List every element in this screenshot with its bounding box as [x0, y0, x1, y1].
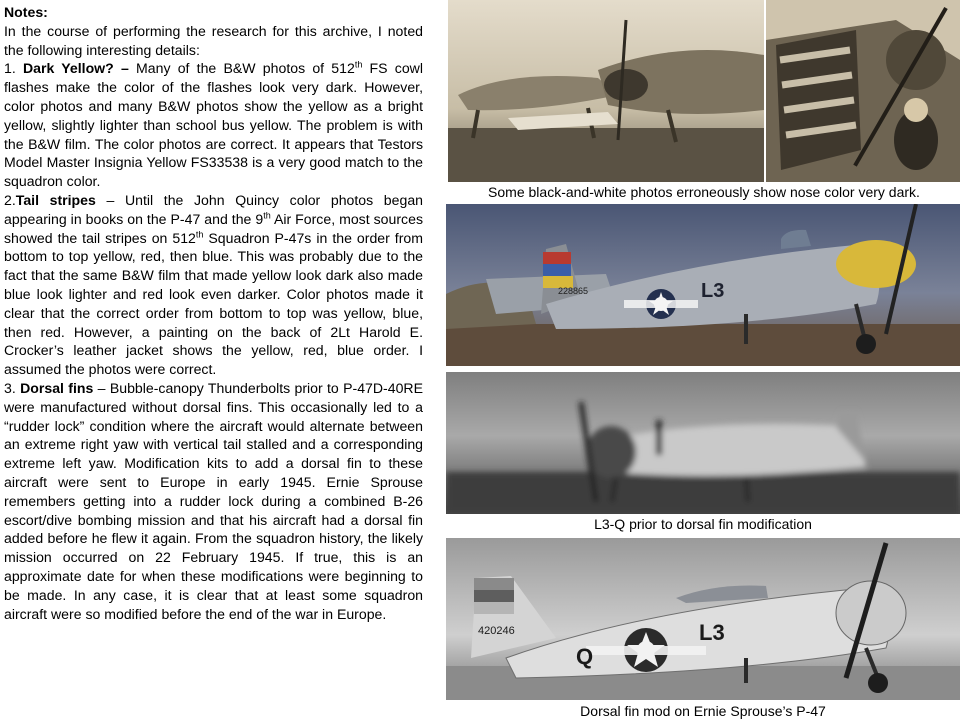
note-text: – Until the John Quincy color photos began appearing in books on the P-47 and the 9 — [4, 191, 423, 227]
tail-serial: 228865 — [558, 286, 589, 296]
notes-intro: In the course of performing the research for this archive, I noted the following interesting details: — [4, 22, 423, 58]
caption-top: Some black-and-white photos erroneously show nose color very dark. — [488, 184, 920, 200]
superscript: th — [195, 228, 204, 239]
notes-column — [4, 3, 423, 623]
note-text: Air Force, most sources showed the tail stripes on 512 — [4, 210, 423, 246]
note-text: Squadron P-47s in the order from bottom to top yellow, red, then blue. This was probably due to the fact that the same B&W film that made yellow look dark also made blue look lighter and red look even darker. Color photos made it clear that the correct order from bottom to top was yellow, blue, then red. However, a painting on the back of 2Lt Harold E. Crocker’s leather jacket shows the yellow, red, blue order. I assumed the photos were correct. — [4, 229, 423, 378]
note-dark-yellow — [4, 59, 423, 191]
fuselage-code: L3 — [701, 280, 725, 302]
note-dorsal-fins — [4, 379, 423, 623]
caption-bottom: Dorsal fin mod on Ernie Sprouse’s P-47 — [580, 703, 826, 719]
note-number: 3. — [4, 379, 16, 396]
note-heading: Dark Yellow? – — [22, 60, 129, 77]
photo-bw-dorsal-fin-p47 — [446, 538, 960, 700]
photo-bw-l3q — [446, 372, 960, 514]
note-number: 1. — [4, 60, 16, 77]
fuselage-code: L3 — [699, 620, 725, 645]
note-heading: Tail stripes — [15, 191, 96, 208]
code-letter: Q — [576, 644, 594, 669]
photo-bw-nose-closeup — [766, 0, 960, 182]
note-text: Many of the B&W photos of 512 — [128, 60, 355, 77]
superscript: th — [354, 59, 363, 70]
note-text: – Bubble-canopy Thunderbolts prior to P-47D-40RE were manufactured without dorsal fins. This occasionally led to a “rudder lock” condition where the aircraft would alternate between an extreme right yaw with vertical tail stalled and a corresponding extreme left yaw. Modification kits to add a dorsal fin to these aircraft were sent to Europe in early 1945. Ernie Sprouse remembers getting into a rudder lock during a combined B-26 escort/dive bombing mission and that his aircraft had a dorsal fin added before he flew it again. From the squadron history, the likely mission occurred on 22 February 1945. If true, this is an approximate date for when these modifications were beginning to be made. In any case, it is clear that at least some squadron aircraft were so modified before the end of the war in Europe. — [4, 379, 423, 622]
superscript: th — [263, 210, 271, 221]
note-text: FS cowl flashes make the color of the flashes look very dark. However, color photos and many B&W photos show the yellow as a bright yellow, slightly lighter than school bus yellow. The problem is with the B&W film. The color photos are correct. It appears that Testors Model Master Insignia Yellow FS33538 is a very good match to the squadron color. — [4, 60, 423, 190]
note-tail-stripes — [4, 191, 423, 379]
note-heading: Dorsal fins — [20, 379, 94, 396]
caption-middle: L3-Q prior to dorsal fin modification — [594, 516, 812, 532]
photo-bw-p47-pair — [448, 0, 764, 182]
note-number: 2. — [4, 191, 16, 208]
tail-serial: 420246 — [478, 625, 515, 637]
photo-color-p47 — [446, 204, 960, 366]
notes-title: Notes: — [4, 4, 48, 20]
